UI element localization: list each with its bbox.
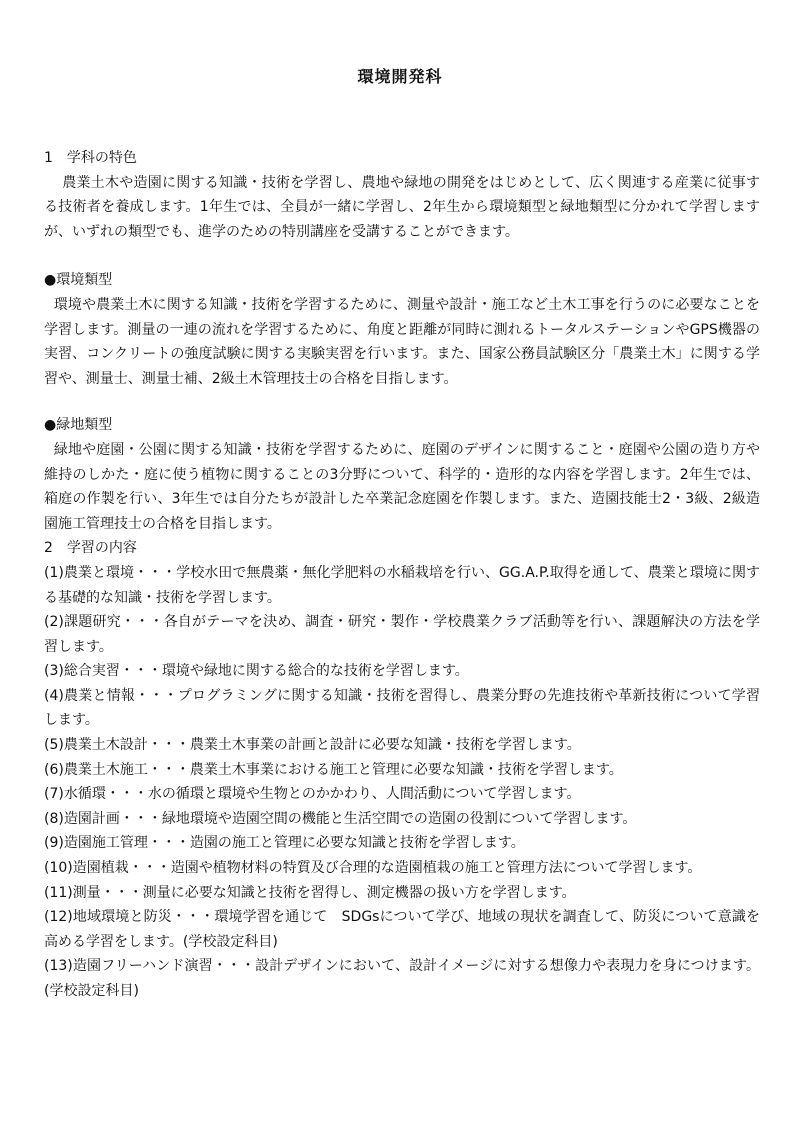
course-item: (13)造園フリーハンド演習・・・設計デザインにおいて、設計イメージに対する想像力や表現力を身につけます。(学校設定科目) bbox=[44, 958, 760, 999]
env-type-heading: ●環境類型 bbox=[44, 272, 113, 289]
spacer bbox=[44, 244, 760, 268]
course-list bbox=[44, 561, 760, 1004]
document-body bbox=[44, 146, 760, 1004]
course-item: (8)造園計画・・・緑地環境や造園空間の機能と生活空間での造園の役割について学習します。 bbox=[44, 810, 637, 827]
course-item: (9)造園施工管理・・・造園の施工と管理に必要な知識と技術を学習します。 bbox=[44, 835, 525, 852]
section1-heading: 1 学科の特色 bbox=[44, 150, 137, 166]
course-item: (5)農業土木設計・・・農業土木事業の計画と設計に必要な知識・技術を学習します。 bbox=[44, 737, 581, 754]
green-type-body: 緑地や庭園・公園に関する知識・技術を学習するために、庭園のデザインに関すること・庭園や公園の造り方や維持のしかた・庭に使う植物に関することの3分野について、科学的・造形的な内容を学習します。2年生では、箱庭の作製を行い、3年生では自分たちが設計した卒業記念庭園を作製します。また、造園技能士2・3級、2級造園施工管理技士の合格を目指します。 bbox=[44, 441, 760, 532]
section1-body: 農業土木や造園に関する知識・技術を学習し、農地や緑地の開発をはじめとして、広く関連する産業に従事する技術者を養成します。1年生では、全員が一緒に学習し、2年生から環境類型と緑地類型に分かれて学習しますが、いずれの類型でも、進学のための特別講座を受講することができます。 bbox=[44, 174, 760, 240]
course-item: (4)農業と情報・・・プログラミングに関する知識・技術を習得し、農業分野の先進技術や革新技術について学習します。 bbox=[44, 687, 760, 729]
course-item: (7)水循環・・・水の循環と環境や生物とのかかわり、人間活動について学習します。 bbox=[44, 786, 581, 803]
course-item: (11)測量・・・測量に必要な知識と技術を習得し、測定機器の扱い方を学習します。 bbox=[44, 884, 576, 901]
env-type-body: 環境や農業土木に関する知識・技術を学習するために、測量や設計・施工など土木工事を行うのに必要なことを学習します。測量の一連の流れを学習するために、角度と距離が同時に測れるトータルステーションやGPS機器の実習、コンクリートの強度試験に関する実験実習を行います。また、国家公務員試験区分「農業土木」に関する学習や、測量士、測量士補、2級土木管理技士の合格を目指します。 bbox=[44, 296, 760, 387]
course-item: (12)地域環境と防災・・・環境学習を通じて SDGsについて学び、地域の現状を調査して、防災について意識を高める学習をします。(学校設定科目) bbox=[44, 909, 760, 950]
section2-heading: 2 学習の内容 bbox=[44, 540, 137, 557]
green-type-heading: ●緑地類型 bbox=[44, 417, 113, 434]
course-item: (1)農業と環境・・・学校水田で無農薬・無化学肥料の水稲栽培を行い、GG.A.P.取得を通して、農業と環境に関する基礎的な知識・技術を学習します。 bbox=[44, 564, 760, 606]
course-item: (3)総合実習・・・環境や緑地に関する総合的な技術を学習します。 bbox=[44, 663, 469, 680]
course-item: (2)課題研究・・・各自がテーマを決め、調査・研究・製作・学校農業クラブ活動等を行い、課題解決の方法を学習します。 bbox=[44, 614, 760, 655]
spacer bbox=[44, 391, 760, 413]
page-title: 環境開発科 bbox=[357, 67, 443, 86]
course-item: (6)農業土木施工・・・農業土木事業における施工と管理に必要な知識・技術を学習します。 bbox=[44, 761, 623, 778]
course-item: (10)造園植栽・・・造園や植物材料の特質及び合理的な造園植栽の施工と管理方法について学習します。 bbox=[44, 860, 702, 877]
